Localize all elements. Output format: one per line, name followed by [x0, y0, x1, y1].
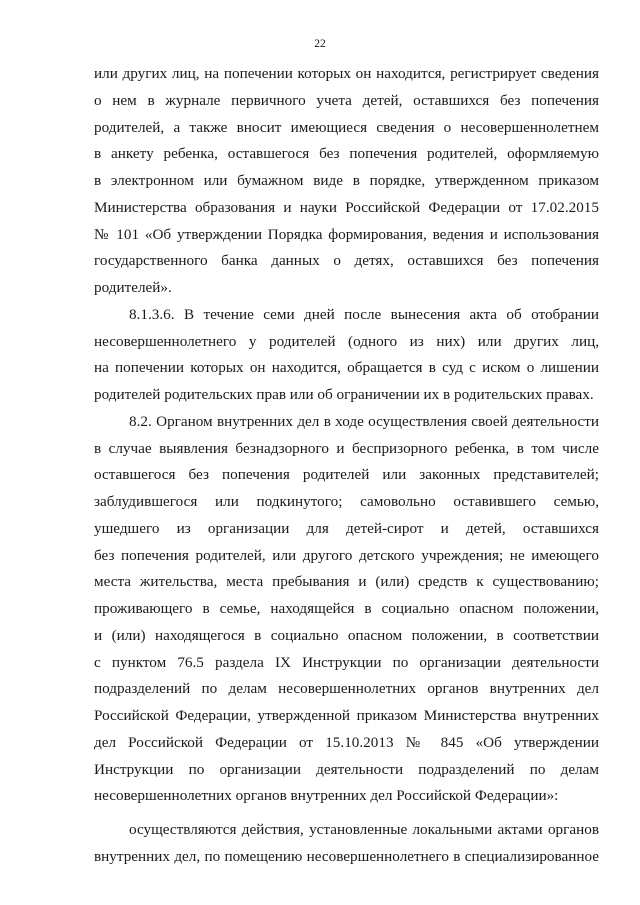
text-line: и (или) находящегося в социально опасном положении, в соответствии: [94, 626, 599, 644]
paragraph-spacer: [94, 810, 599, 817]
text-line: родителей, а также вносит имеющиеся сведения о несовершеннолетнем: [94, 118, 599, 136]
text-line: без попечения родителей, или другого детского учреждения; не имеющего: [94, 546, 599, 564]
paragraph: [94, 61, 599, 302]
text-line: несовершеннолетнего у родителей (одного из них) или других лиц,: [94, 332, 599, 350]
text-line: оставшегося без попечения родителей или законных представителей;: [94, 466, 599, 484]
text-line: проживающего в семье, находящейся в социально опасном положении,: [94, 600, 599, 617]
text-line: ушедшего из организации для детей-сирот и детей, оставшихся: [94, 519, 599, 537]
text-line: в случае выявления безнадзорного и беспризорного ребенка, в том числе: [94, 439, 599, 457]
paragraph: [94, 817, 599, 871]
text-line: 8.2. Органом внутренних дел в ходе осуществления своей деятельности: [129, 412, 599, 430]
text-line: несовершеннолетних органов внутренних дел Российской Федерации»:: [94, 787, 559, 805]
text-line: дел Российской Федерации от 15.10.2013 № 845 «Об утверждении: [94, 733, 599, 751]
text-line: государственного банка данных о детях, оставшихся без попечения: [94, 252, 599, 270]
text-line: подразделений по делам несовершеннолетних органов внутренних дел: [94, 680, 599, 698]
text-line: с пунктом 76.5 раздела IX Инструкции по организации деятельности: [94, 653, 599, 671]
text-line: в анкету ребенка, оставшегося без попечения родителей, оформляемую: [94, 145, 599, 163]
text-line: в электронном или бумажном виде в порядке, утвержденном приказом: [94, 172, 599, 189]
text-line: № 101 «Об утверждении Порядка формирования, ведения и использования: [94, 225, 599, 243]
text-line: Российской Федерации, утвержденной приказом Министерства внутренних: [94, 707, 599, 724]
text-line: места жительства, места пребывания и (или) средств к существованию;: [94, 573, 599, 591]
text-line: внутренних дел, по помещению несовершеннолетнего в специализированное: [94, 847, 599, 865]
text-line: 8.1.3.6. В течение семи дней после вынесения акта об отобрании: [129, 305, 599, 323]
text-line: Министерства образования и науки Российской Федерации от 17.02.2015: [94, 198, 599, 216]
text-line: заблудившегося или подкинутого; самовольно оставившего семью,: [94, 493, 599, 510]
paragraph: [94, 409, 599, 810]
text-line: родителей родительских прав или об ограничении их в родительских правах.: [94, 386, 594, 403]
page-number: 22: [314, 38, 326, 50]
text-line: или других лиц, на попечении которых он находится, регистрирует сведения: [94, 65, 599, 82]
document-body: [94, 61, 599, 871]
text-line: на попечении которых он находится, обращается в суд с иском о лишении: [94, 359, 599, 377]
text-line: родителей».: [94, 279, 172, 296]
text-line: о нем в журнале первичного учета детей, оставшихся без попечения: [94, 91, 599, 109]
text-line: Инструкции по организации деятельности подразделений по делам: [94, 760, 599, 778]
paragraph: [94, 302, 599, 409]
text-line: осуществляются действия, установленные локальными актами органов: [129, 821, 599, 838]
